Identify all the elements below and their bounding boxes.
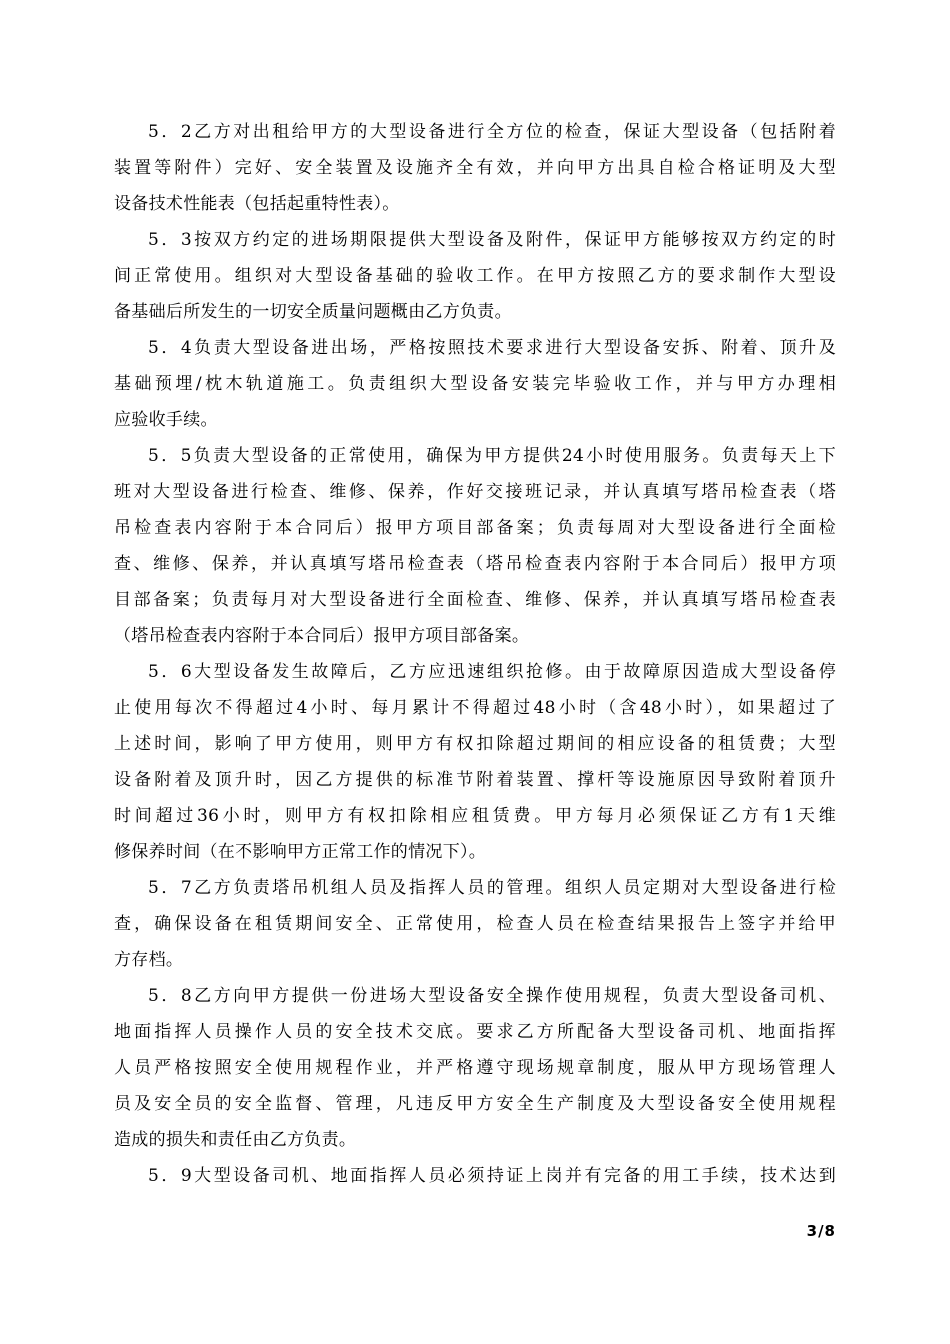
paragraph-line: 基础预埋/枕木轨道施工。负责组织大型设备安装完毕验收工作，并与甲方办理相 xyxy=(114,374,836,394)
paragraph xyxy=(114,114,836,222)
paragraph-line: 间正常使用。组织对大型设备基础的验收工作。在甲方按照乙方的要求制作大型设 xyxy=(114,266,836,286)
paragraph xyxy=(114,654,836,870)
paragraph xyxy=(114,1158,836,1194)
paragraph-line: 5．5负责大型设备的正常使用，确保为甲方提供24小时使用服务。负责每天上下 xyxy=(148,446,836,466)
paragraph-line: 上述时间，影响了甲方使用，则甲方有权扣除超过期间的相应设备的租赁费；大型 xyxy=(114,734,836,754)
paragraph-line: 目部备案；负责每月对大型设备进行全面检查、维修、保养，并认真填写塔吊检查表 xyxy=(114,590,836,610)
paragraph-line: 造成的损失和责任由乙方负责。 xyxy=(114,1130,357,1150)
paragraph xyxy=(114,438,836,654)
paragraph xyxy=(114,222,836,330)
paragraph-line: 人员严格按照安全使用规程作业，并严格遵守现场规章制度，服从甲方现场管理人 xyxy=(114,1058,836,1078)
paragraph-line: 时间超过36小时，则甲方有权扣除相应租赁费。甲方每月必须保证乙方有1天维 xyxy=(114,806,836,826)
paragraph xyxy=(114,330,836,438)
page-number: 3/8 xyxy=(806,1222,836,1240)
paragraph-line: 5．8乙方向甲方提供一份进场大型设备安全操作使用规程，负责大型设备司机、 xyxy=(148,986,836,1006)
paragraph-line: 5．2乙方对出租给甲方的大型设备进行全方位的检查，保证大型设备（包括附着 xyxy=(148,122,836,142)
paragraph-line: 地面指挥人员操作人员的安全技术交底。要求乙方所配备大型设备司机、地面指挥 xyxy=(114,1022,836,1042)
paragraph-line: 设备附着及顶升时，因乙方提供的标准节附着装置、撑杆等设施原因导致附着顶升 xyxy=(114,770,836,790)
paragraph-line: （塔吊检查表内容附于本合同后）报甲方项目部备案。 xyxy=(114,626,530,646)
paragraph-line: 班对大型设备进行检查、维修、保养，作好交接班记录，并认真填写塔吊检查表（塔 xyxy=(114,482,836,502)
paragraph-line: 查、维修、保养，并认真填写塔吊检查表（塔吊检查表内容附于本合同后）报甲方项 xyxy=(114,554,836,574)
paragraph-line: 吊检查表内容附于本合同后）报甲方项目部备案；负责每周对大型设备进行全面检 xyxy=(114,518,836,538)
paragraph-line: 5．7乙方负责塔吊机组人员及指挥人员的管理。组织人员定期对大型设备进行检 xyxy=(148,878,836,898)
paragraph-line: 装置等附件）完好、安全装置及设施齐全有效，并向甲方出具自检合格证明及大型 xyxy=(114,158,836,178)
paragraph-line: 查，确保设备在租赁期间安全、正常使用，检查人员在检查结果报告上签字并给甲 xyxy=(114,914,836,934)
paragraph-line: 修保养时间（在不影响甲方正常工作的情况下）。 xyxy=(114,842,487,862)
document-body xyxy=(114,114,836,1194)
paragraph xyxy=(114,870,836,978)
paragraph-line: 设备技术性能表（包括起重特性表）。 xyxy=(114,194,400,214)
paragraph-line: 5．3按双方约定的进场期限提供大型设备及附件，保证甲方能够按双方约定的时 xyxy=(148,230,836,250)
paragraph-line: 5．4负责大型设备进出场，严格按照技术要求进行大型设备安拆、附着、顶升及 xyxy=(148,338,836,358)
paragraph-line: 员及安全员的安全监督、管理，凡违反甲方安全生产制度及大型设备安全使用规程 xyxy=(114,1094,836,1114)
paragraph-line: 方存档。 xyxy=(114,950,184,970)
paragraph-line: 5．9大型设备司机、地面指挥人员必须持证上岗并有完备的用工手续，技术达到 xyxy=(148,1166,836,1186)
paragraph-line: 应验收手续。 xyxy=(114,410,218,430)
paragraph-line: 5．6大型设备发生故障后，乙方应迅速组织抢修。由于故障原因造成大型设备停 xyxy=(148,662,836,682)
paragraph-line: 备基础后所发生的一切安全质量问题概由乙方负责。 xyxy=(114,302,512,322)
paragraph xyxy=(114,978,836,1158)
paragraph-line: 止使用每次不得超过4小时、每月累计不得超过48小时（含48小时），如果超过了 xyxy=(114,698,836,718)
